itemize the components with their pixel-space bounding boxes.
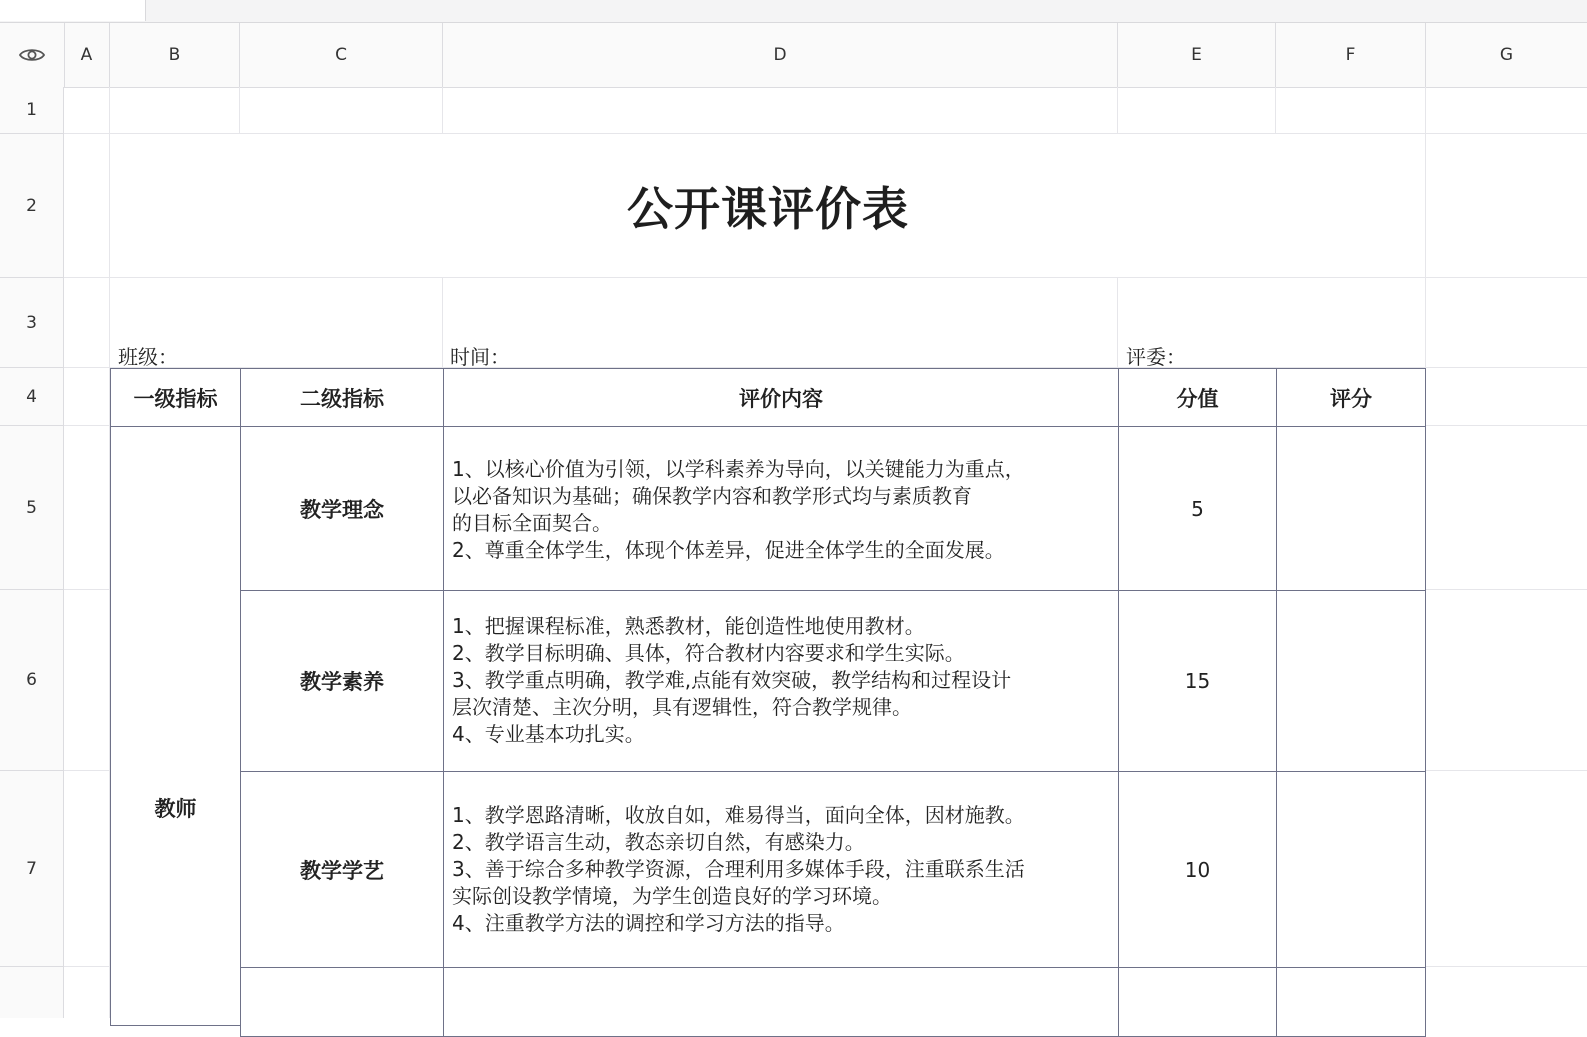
eye-icon[interactable] [19,47,45,63]
column-header-b[interactable]: B [110,23,240,87]
item-content-cell[interactable] [443,967,1119,1037]
gridline [1117,278,1118,368]
score-value: 15 [1184,669,1211,693]
item-name-cell[interactable] [240,426,444,591]
content-line: 4、专业基本功扎实。 [452,722,645,746]
column-header-e[interactable]: E [1118,23,1276,87]
gridline [442,278,443,368]
header-level2[interactable] [240,368,444,427]
gridline [64,589,110,590]
content-line: 的目标全面契合。 [452,511,612,535]
item-name-cell[interactable] [240,967,444,1037]
item-name: 教学素养 [300,670,384,694]
header-level2-label: 二级指标 [300,386,384,411]
name-box[interactable] [0,0,146,21]
item-name-cell[interactable] [240,771,444,968]
gridline [64,966,110,967]
judge-label: 评委： [1126,345,1186,369]
item-name: 教学学艺 [300,858,384,883]
header-rating[interactable] [1276,368,1426,427]
select-all-corner[interactable] [0,23,65,88]
content-line: 2、教学语言生动，教态亲切自然，有感染力。 [452,830,865,854]
content-line: 实际创设教学情境，为学生创造良好的学习环境。 [452,884,892,908]
class-label: 班级： [118,345,178,369]
header-content[interactable] [443,368,1119,427]
score-cell[interactable] [1118,426,1277,591]
content-line: 3、教学重点明确，教学难,点能有效突破，教学结构和过程设计 [452,668,1012,692]
content-line: 4、注重教学方法的调控和学习方法的指导。 [452,911,845,935]
header-content-label: 评价内容 [739,386,823,411]
content-line: 1、以核心价值为引领，以学科素养为导向，以关键能力为重点， [452,457,1025,481]
score-cell[interactable] [1118,771,1277,968]
title-cell[interactable] [110,134,1426,278]
content-line: 1、把握课程标准，熟悉教材，能创造性地使用教材。 [452,614,925,638]
item-content-cell[interactable] [443,590,1119,772]
gridline [1117,87,1118,134]
rating-cell[interactable] [1276,771,1426,968]
row-header-7[interactable]: 7 [0,771,64,967]
score-cell[interactable] [1118,967,1277,1037]
formula-bar[interactable] [0,0,1587,23]
content-line: 2、教学目标明确、具体，符合教材内容要求和学生实际。 [452,641,965,665]
content-line: 层次清楚、主次分明，具有逻辑性，符合教学规律。 [452,695,912,719]
score-cell[interactable] [1118,590,1277,772]
content-line: 以必备知识为基础；确保教学内容和教学形式均与素质教育 [452,484,972,508]
level1-cell[interactable] [110,426,241,1026]
header-rating-label: 评分 [1330,386,1372,411]
gridline [1426,770,1587,771]
rating-cell[interactable] [1276,967,1426,1037]
gridline [1426,589,1587,590]
item-name-cell[interactable] [240,590,444,772]
header-level1[interactable] [110,368,241,427]
row-header-3[interactable]: 3 [0,278,64,368]
gridline [1275,87,1276,134]
content-line: 3、善于综合多种教学资源，合理利用多媒体手段，注重联系生活 [452,857,1025,881]
row-header-4[interactable]: 4 [0,368,64,426]
row-header-8[interactable] [0,967,64,1018]
item-content-cell[interactable] [443,771,1119,968]
gridline [64,770,110,771]
column-header-d[interactable]: D [443,23,1118,87]
score-value: 10 [1184,857,1211,882]
rating-cell[interactable] [1276,590,1426,772]
gridline [1426,425,1587,426]
score-value: 5 [1191,496,1204,521]
column-header-g[interactable]: G [1499,45,1514,65]
level1-label: 教师 [154,797,197,821]
header-level1-label: 一级指标 [133,386,218,411]
row-header-5[interactable]: 5 [0,426,64,590]
content-line: 1、教学恩路清晰，收放自如，难易得当，面向全体，因材施教。 [452,803,1025,827]
column-header-f[interactable]: F [1276,23,1426,87]
gridline [1426,966,1587,967]
column-header-a[interactable]: A [64,23,110,87]
rating-cell[interactable] [1276,426,1426,591]
row-header-6[interactable]: 6 [0,590,64,771]
gridline [442,87,443,134]
sheet-title: 公开课评价表 [627,182,909,236]
time-label: 时间： [450,345,510,369]
header-score[interactable] [1118,368,1277,427]
row-header-1[interactable]: 1 [0,87,64,134]
item-name: 教学理念 [300,497,384,522]
item-content-cell[interactable] [443,426,1119,591]
header-score-label: 分值 [1176,386,1219,411]
content-line: 2、尊重全体学生，体现个体差异，促进全体学生的全面发展。 [452,538,1005,562]
gridline [239,87,240,134]
gridline [64,425,110,426]
row-header-2[interactable]: 2 [0,134,64,278]
column-header-c[interactable]: C [240,23,443,87]
